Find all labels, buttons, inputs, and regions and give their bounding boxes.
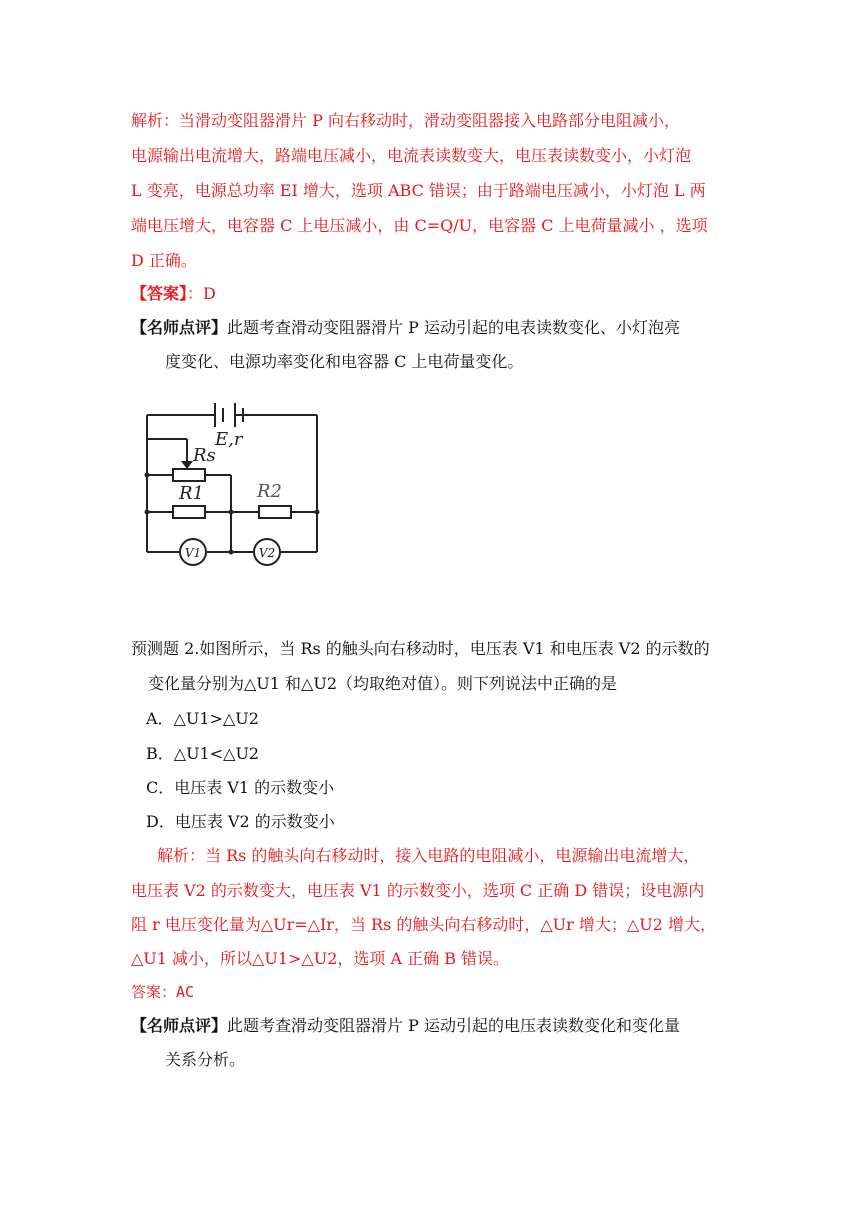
analysis1-line2: 电源输出电流增大，路端电压减小，电流表读数变大，电压表读数变小，小灯泡 <box>131 146 692 165</box>
question2-option-b: B．△U1<△U2 <box>146 744 260 763</box>
answer1 <box>131 283 216 305</box>
analysis1-line3: L 变亮，电源总功率 EI 增大，选项 ABC 错误；由于路端电压减小，小灯泡 L 两 <box>131 181 706 200</box>
comment2-line1: 【名师点评】此题考查滑动变阻器滑片 P 运动引起的电压表读数变化和变化量 <box>131 1016 680 1035</box>
comment1-line2: 度变化、电源功率变化和电容器 C 上电荷量变化。 <box>165 352 524 371</box>
comment1-label: 【名师点评】 <box>131 318 228 337</box>
analysis2-line2: 电压表 V2 的示数变大，电压表 V1 的示数变小，选项 C 正确 D 错误；设电源内 <box>131 881 705 900</box>
r1-label: R1 <box>179 483 205 504</box>
comment2-label: 【名师点评】 <box>131 1016 228 1035</box>
rs-resistor <box>173 469 205 481</box>
analysis2-line4: △U1 减小，所以△U1>△U2，选项 A 正确 B 错误。 <box>131 949 510 968</box>
r2-label: R2 <box>257 481 283 502</box>
question2-line2: 变化量分别为△U1 和△U2（均取绝对值）。则下列说法中正确的是 <box>148 674 618 693</box>
analysis1-line1: 解析：当滑动变阻器滑片 P 向右移动时，滑动变阻器接入电路部分电阻减小， <box>131 111 680 130</box>
question2-option-c: C．电压表 V1 的示数变小 <box>146 778 335 797</box>
r1-resistor <box>173 506 205 518</box>
analysis1-line4: 端电压增大，电容器 C 上电压减小，由 C=Q/U，电容器 C 上电荷量减小 ，选项 <box>131 216 708 235</box>
answer2: 答案：AC <box>131 983 195 1001</box>
comment1-line1: 【名师点评】此题考查滑动变阻器滑片 P 运动引起的电表读数变化、小灯泡亮 <box>131 318 680 337</box>
question2-option-d: D．电压表 V2 的示数变小 <box>146 812 335 831</box>
battery-label: E,r <box>215 429 243 450</box>
v1-label: V1 <box>184 546 202 560</box>
comment2-line2: 关系分析。 <box>165 1050 246 1069</box>
answer1-value: ：D <box>187 284 216 303</box>
rs-label: Rs <box>193 445 216 466</box>
v2-label: V2 <box>258 546 276 560</box>
circuit-diagram <box>135 395 335 580</box>
question2-line1: 预测题 2.如图所示，当 Rs 的触头向右移动时，电压表 V1 和电压表 V2 的示数的 <box>131 639 710 658</box>
question2-option-a: A．△U1>△U2 <box>146 709 259 728</box>
analysis2-line1: 解析：当 Rs 的触头向右移动时，接入电路的电阻减小，电源输出电流增大， <box>157 846 700 865</box>
analysis2-line3: 阻 r 电压变化量为△Ur=△Ir，当 Rs 的触头向右移动时，△Ur 增大；△U2 增大， <box>131 915 716 934</box>
answer1-label: 【答案】 <box>131 284 188 303</box>
r2-resistor <box>259 506 291 518</box>
analysis1-line5: D 正确。 <box>131 251 197 270</box>
